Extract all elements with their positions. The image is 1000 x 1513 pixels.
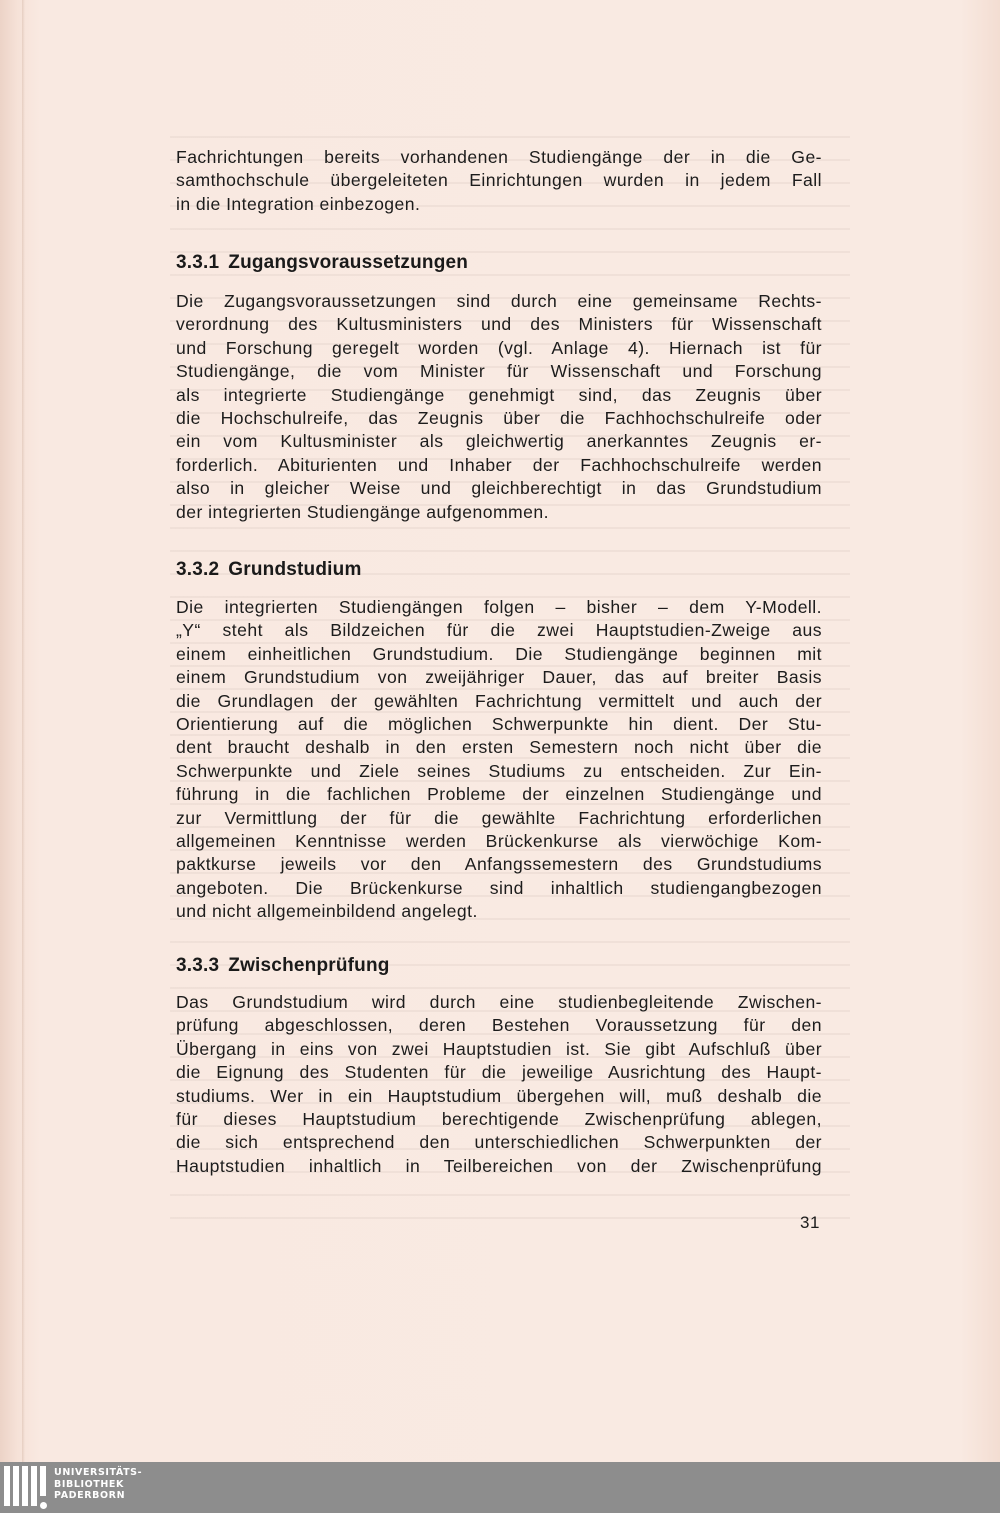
text-line: ein vom Kultusminister als gleichwertig anerkanntes Zeugnis er-	[176, 431, 822, 452]
text-line: für dieses Hauptstudium berechtigende Zwischenprüfung ablegen,	[176, 1109, 822, 1130]
text-line: samthochschule übergeleiteten Einrichtungen wurden in jedem Fall	[176, 170, 822, 191]
text-line: Fachrichtungen bereits vorhandenen Studiengänge der in die Ge-	[176, 147, 822, 167]
library-line: BIBLIOTHEK	[54, 1478, 124, 1490]
text-line: paktkurse jeweils vor den Anfangssemestern des Grundstudiums	[176, 854, 822, 875]
text-line: verordnung des Kultusministers und des Ministers für Wissenschaft	[176, 314, 822, 335]
text-line: als integrierte Studiengänge genehmigt sind, das Zeugnis über	[176, 384, 822, 405]
library-footer-bar	[0, 1462, 1000, 1513]
library-line: UNIVERSITÄTS-	[54, 1467, 143, 1478]
text-line: führung in die fachlichen Probleme der einzelnen Studiengänge und	[176, 784, 822, 805]
section-heading-3-3-3	[176, 955, 390, 977]
text-line: Die Zugangsvoraussetzungen sind durch eine gemeinsame Rechts-	[176, 291, 822, 311]
text-line: die Eignung des Studenten für die jeweilige Ausrichtung des Haupt-	[176, 1062, 822, 1083]
section-heading-3-3-2	[176, 559, 362, 581]
section-title: Zugangsvoraussetzungen	[228, 252, 469, 273]
page-spine-shadow	[22, 0, 25, 1462]
text-line: Übergang in eins von zwei Hauptstudien ist. Sie gibt Aufschluß über	[176, 1038, 822, 1059]
text-line: die Grundlagen der gewählten Fachrichtung vermittelt und auch der	[176, 690, 822, 711]
section-number: 3.3.3	[176, 955, 220, 976]
library-line: PADERBORN	[54, 1490, 126, 1501]
text-line: angeboten. Die Brückenkurse sind inhaltlich studiengangbezogen	[176, 877, 822, 898]
text-line: Hauptstudien inhaltlich in Teilbereichen von der Zwischenprüfung	[176, 1155, 822, 1176]
text-line: Das Grundstudium wird durch eine studienbegleitende Zwischen-	[176, 992, 822, 1012]
text-line: prüfung abgeschlossen, deren Bestehen Voraussetzung für den	[176, 1015, 822, 1036]
text-line: einem einheitlichen Grundstudium. Die Studiengänge beginnen mit	[176, 643, 822, 664]
text-line: in die Integration einbezogen.	[176, 193, 421, 214]
section-title: Zwischenprüfung	[228, 955, 390, 976]
text-line: Die integrierten Studiengängen folgen – bisher – dem Y-Modell.	[176, 597, 822, 617]
text-line: „Y“ steht als Bildzeichen für die zwei Hauptstudien-Zweige aus	[176, 620, 822, 641]
text-line: Orientierung auf die möglichen Schwerpunkte hin dient. Der Stu-	[176, 714, 822, 735]
intro-paragraph	[176, 146, 822, 216]
text-line: der integrierten Studiengänge aufgenommen.	[176, 501, 549, 522]
text-line: zur Vermittlung der für die gewählte Fachrichtung erforderlichen	[176, 807, 822, 828]
section-number: 3.3.1	[176, 252, 220, 273]
section-body-3-3-1	[176, 290, 822, 524]
text-line: dent braucht deshalb in den ersten Semestern noch nicht über die	[176, 737, 822, 758]
text-line: studiums. Wer in ein Hauptstudium übergehen will, muß deshalb die	[176, 1085, 822, 1106]
section-title: Grundstudium	[228, 559, 362, 580]
text-line: also in gleicher Weise und gleichberechtigt in das Grundstudium	[176, 478, 822, 499]
text-line: die sich entsprechend den unterschiedlichen Schwerpunkten der	[176, 1132, 822, 1153]
section-number: 3.3.2	[176, 559, 220, 580]
barcode-icon	[4, 1466, 52, 1510]
section-body-3-3-3	[176, 991, 822, 1178]
text-line: Studiengänge, die vom Minister für Wissenschaft und Forschung	[176, 361, 822, 382]
text-line: forderlich. Abiturienten und Inhaber der Fachhochschulreife werden	[176, 454, 822, 475]
text-line: und nicht allgemeinbildend angelegt.	[176, 901, 478, 922]
text-line: allgemeinen Kenntnisse werden Brückenkurse als vierwöchige Kom-	[176, 831, 822, 852]
text-line: und Forschung geregelt worden (vgl. Anlage 4). Hiernach ist für	[176, 337, 822, 358]
section-heading-3-3-1	[176, 252, 468, 274]
text-line: Schwerpunkte und Ziele seines Studiums zu entscheiden. Zur Ein-	[176, 760, 822, 781]
text-line: die Hochschulreife, das Zeugnis über die Fachhochschulreife oder	[176, 408, 822, 429]
page-number: 31	[800, 1213, 820, 1232]
library-name	[54, 1467, 142, 1502]
section-body-3-3-2	[176, 596, 822, 924]
text-line: einem Grundstudium von zweijähriger Dauer, das auf breiter Basis	[176, 667, 822, 688]
library-logo[interactable]	[4, 1466, 154, 1510]
